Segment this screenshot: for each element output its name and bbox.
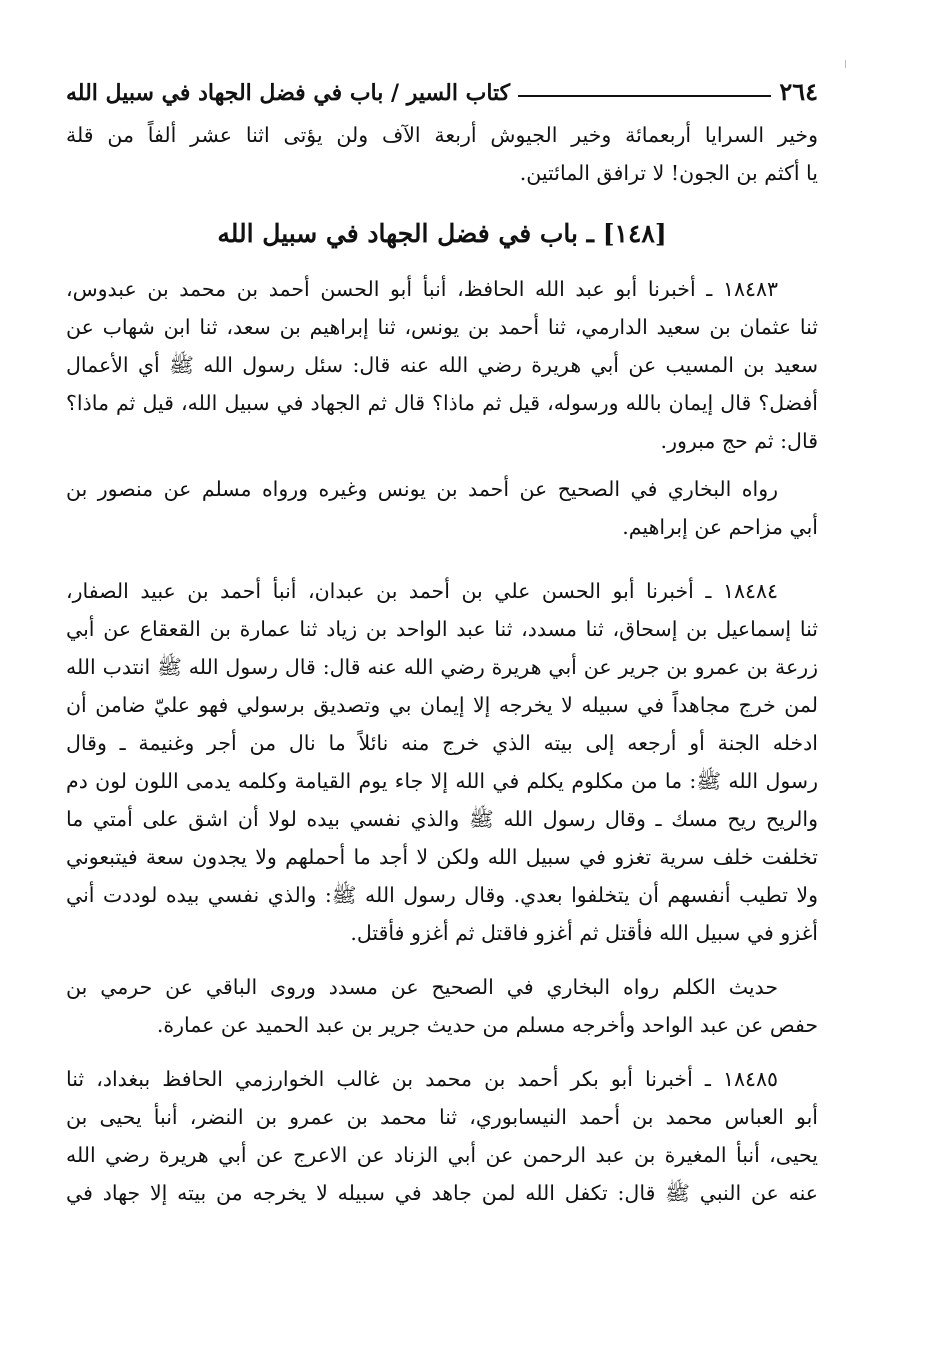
text-line: ادخله الجنة أو أرجعه إلى بيته الذي خرج منه نائلاً ما نال من أجر وغنيمة ـ وقال — [66, 731, 818, 755]
running-header — [66, 64, 818, 106]
text-line: سعيد بن المسيب عن أبي هريرة رضي الله عنه قال: سئل رسول الله ﷺ أي الأعمال — [66, 353, 818, 377]
text-line: والريح ريح مسك ـ وقال رسول الله ﷺ والذي نفسي بيده لولا أن اشق على أمتي ما — [66, 807, 818, 831]
text-line: ثنا إسماعيل بن إسحاق، ثنا مسدد، ثنا عبد الواحد بن زياد ثنا عمارة بن القعقاع عن أبي — [66, 617, 818, 641]
text-line: رسول الله ﷺ: ما من مكلوم يكلم في الله إلا جاء يوم القيامة وكلمه يدمى اللون لون دم — [66, 769, 818, 793]
margin-tick — [845, 60, 846, 68]
hadith-18484 — [66, 572, 818, 952]
hadith-18483-note — [66, 470, 818, 546]
text-line: حديث الكلم رواه البخاري في الصحيح عن مسدد وروى الباقي عن حرمي بن — [66, 975, 778, 999]
hadith-18483 — [66, 270, 818, 460]
text-line: زرعة بن عمرو بن جرير عن أبي هريرة رضي الله عنه قال: قال رسول الله ﷺ انتدب الله — [66, 655, 818, 679]
text-line: أغزو في سبيل الله فأقتل ثم أغزو فاقتل ثم أغزو فأقتل. — [350, 921, 818, 945]
text-line: أبي مزاحم عن إبراهيم. — [622, 515, 818, 539]
hadith-18485 — [66, 1060, 818, 1212]
intro-paragraph — [66, 116, 818, 192]
text-line: قال: ثم حج مبرور. — [660, 429, 818, 453]
page-number: ٢٦٤ — [779, 77, 818, 106]
header-title: كتاب السير / باب في فضل الجهاد في سبيل الله — [66, 80, 511, 106]
text-line: ١٨٤٨٥ ـ أخبرنا أبو بكر أحمد بن محمد بن غالب الخوارزمي الحافظ ببغداد، ثنا — [66, 1067, 778, 1091]
hadith-18484-note — [66, 968, 818, 1044]
text-line: يا أكثم بن الجون! لا ترافق المائتين. — [519, 161, 818, 185]
text-line: رواه البخاري في الصحيح عن أحمد بن يونس وغيره ورواه مسلم عن منصور بن — [66, 477, 778, 501]
text-line: ١٨٤٨٣ ـ أخبرنا أبو عبد الله الحافظ، أنبأ أبو الحسن أحمد بن محمد بن عبدوس، — [66, 277, 778, 301]
text-line: وخير السرايا أربعمائة وخير الجيوش أربعة الآف ولن يؤتى اثنا عشر ألفاً من قلة — [66, 123, 818, 147]
text-line: ولا تطيب أنفسهم أن يتخلفوا بعدي. وقال رسول الله ﷺ: والذي نفسي بيده لوددت أني — [66, 883, 818, 907]
text-line: أبو العباس محمد بن أحمد النيسابوري، ثنا محمد بن عمرو بن النضر، أنبأ يحيى بن — [66, 1105, 818, 1129]
text-line: لمن خرج مجاهداً في سبيله لا يخرجه إلا إيمان بي وتصديق برسولي فهو عليّ ضامن أن — [66, 693, 818, 717]
text-line: ثنا عثمان بن سعيد الدارمي، ثنا أحمد بن يونس، ثنا إبراهيم بن سعد، ثنا ابن شهاب عن — [66, 315, 818, 339]
text-line: ١٨٤٨٤ ـ أخبرنا أبو الحسن علي بن أحمد بن عبدان، أنبأ أحمد بن عبيد الصفار، — [66, 579, 778, 603]
header-rule — [518, 95, 771, 97]
chapter-heading: [١٤٨] ـ باب في فضل الجهاد في سبيل الله — [217, 219, 667, 248]
text-line: حفص عن عبد الواحد وأخرجه مسلم من حديث جرير بن عبد الحميد عن عمارة. — [156, 1013, 818, 1037]
text-line: تخلفت خلف سرية تغزو في سبيل الله ولكن لا أجد ما أحملهم ولا يجدون سعة فيتبعوني — [66, 845, 818, 869]
book-page — [66, 64, 818, 1212]
text-line: يحيى، أنبأ المغيرة بن عبد الرحمن عن أبي الزناد عن الاعرج عن أبي هريرة رضي الله — [66, 1143, 818, 1167]
text-line: أفضل؟ قال إيمان بالله ورسوله، قيل ثم ماذا؟ قال ثم الجهاد في سبيل الله، قيل ثم ماذا؟ — [66, 391, 818, 415]
text-line: عنه عن النبي ﷺ قال: تكفل الله لمن جاهد في سبيله لا يخرجه من بيته إلا جهاد في — [66, 1181, 818, 1205]
